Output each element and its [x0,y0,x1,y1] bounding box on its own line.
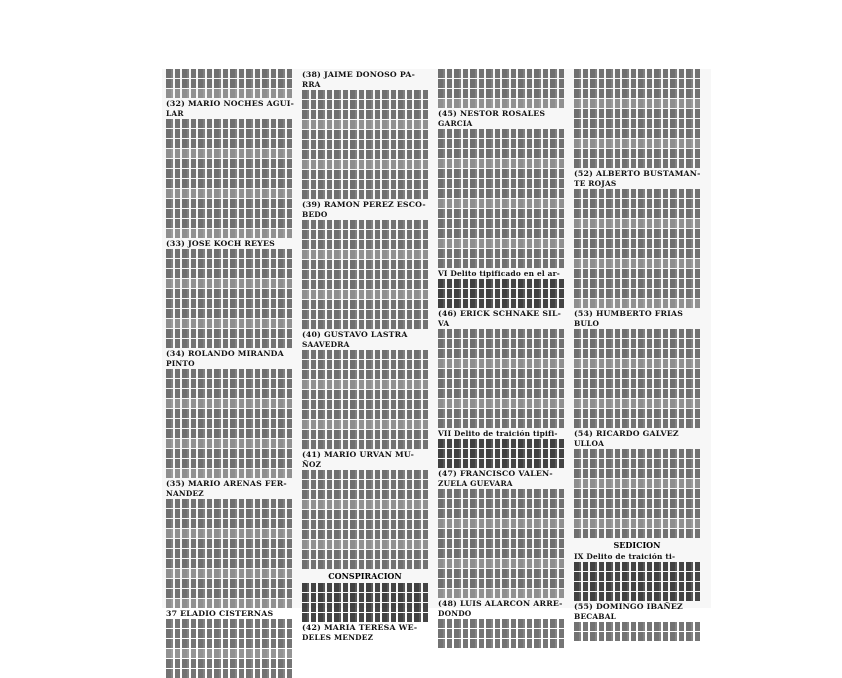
entry-name: (55) DOMINGO IBAÑEZ [574,602,683,611]
entry-name: DELES MENDEZ [302,633,374,642]
entry-name: (48) LUIS ALARCON ARRE- [438,599,563,608]
text-column-4 [574,69,701,621]
entry-name: 37 ELADIO CISTERNAS [166,609,274,618]
section-heading: CONSPIRACION [328,571,402,581]
entry-name: (45) NESTOR ROSALES [438,109,546,118]
entry-name: (54) RICARDO GALVEZ [574,429,679,438]
entry-name: (35) MARIO ARENAS FER- [166,479,287,488]
entry-name: (42) MARIA TERESA WE- [302,623,418,632]
section-heading: VII Delito de traición tipifi- [438,429,558,438]
entry-name: (47) FRANCISCO VALEN- [438,469,553,478]
section-heading: IX Delito de traición ti- [574,552,676,561]
text-column-1 [166,69,295,618]
entry-name: PINTO [166,359,195,368]
entry-name: (41) MARIO URVAN MU- [302,450,415,459]
entry-name: BEDO [302,210,328,219]
entry-name: (40) GUSTAVO LASTRA [302,330,408,339]
entry-name: VA [438,319,450,328]
section-heading: VI Delito tipificado en el ar- [438,269,561,278]
entry-name: (39) RAMON PEREZ ESCO- [302,200,426,209]
entry-name: NANDEZ [166,489,204,498]
entry-name: LAR [166,109,184,118]
entry-name: SAAVEDRA [302,340,350,349]
entry-name: ÑOZ [302,460,322,469]
section-heading: SEDICION [613,540,661,550]
entry-name: DONDO [438,609,472,618]
entry-name: RRA [302,80,321,89]
entry-name: (52) ALBERTO BUSTAMAN- [574,169,701,178]
entry-name: (53) HUMBERTO FRIAS [574,309,684,318]
entry-name: (34) ROLANDO MIRANDA [166,349,284,358]
entry-name: (32) MARIO NOCHES AGUI- [166,99,295,108]
text-column-3 [438,69,564,618]
entry-name: (46) ERICK SCHNAKE SIL- [438,309,562,318]
entry-name: BECABAL [574,612,617,621]
entry-name: ZUELA GUEVARA [438,479,513,488]
entry-name: (33) JOSE KOCH REYES [166,239,275,248]
entry-name: GARCIA [438,119,473,128]
entry-name: (38) JAIME DONOSO PA- [302,70,416,79]
text-column-2 [302,69,428,642]
entry-name: TE ROJAS [574,179,617,188]
entry-name: BULO [574,319,600,328]
entry-name: ULLOA [574,439,605,448]
scanned-page [162,69,711,642]
